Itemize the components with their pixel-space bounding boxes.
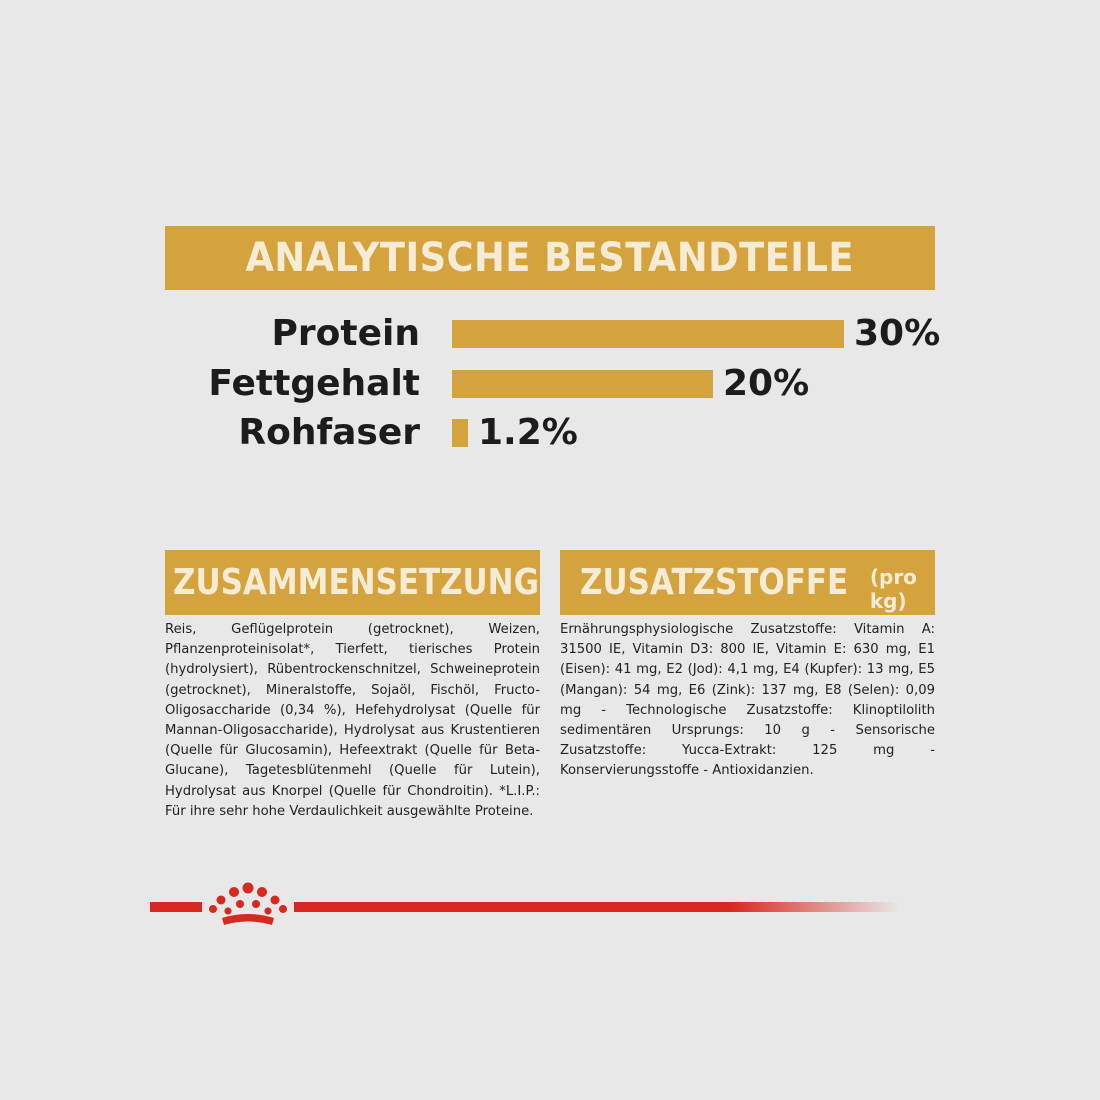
nutrient-bar xyxy=(452,370,713,398)
brand-line-left xyxy=(150,902,202,912)
composition-header xyxy=(165,550,540,615)
nutrient-row xyxy=(0,312,1100,356)
nutrient-label: Rohfaser xyxy=(238,412,420,453)
analytic-title: ANALYTISCHE BESTANDTEILE xyxy=(245,235,855,281)
composition-text: Reis, Geflügelprotein (getrocknet), Weizen, Pflanzenproteinisolat*, Tierfett, tierisches Protein (hydrolysiert), Rübentrockenschnitzel, Schweineprotein (getrocknet), Mineralstoffe, Sojaöl, Fischöl, Fructo-Oligosaccharide (0,34 %), Hefehydrolysat (Quelle für Mannan-Oligosaccharide), Hydrolysat aus Krustentieren (Quelle für Glucosamin), Hefeextrakt (Quelle für Beta-Glucane), Tagetesblütenmehl (Quelle für Lutein), Hydrolysat aus Knorpel (Quelle für Chondroitin). *L.I.P.: Für ihre sehr hohe Verdaulichkeit ausgewählte Proteine. xyxy=(165,622,540,819)
nutrient-bar xyxy=(452,419,468,447)
additives-subtitle: (pro kg) xyxy=(869,564,917,613)
nutrient-row xyxy=(0,362,1100,406)
nutrient-label: Fettgehalt xyxy=(208,363,420,404)
nutrient-row xyxy=(0,411,1100,455)
composition-title: ZUSAMMENSETZUNG xyxy=(173,562,540,603)
crown-icon xyxy=(204,880,292,928)
additives-text: Ernährungsphysiologische Zusatzstoffe: Vitamin A: 31500 IE, Vitamin D3: 800 IE, Vitamin E: 630 mg, E1 (Eisen): 41 mg, E2 (Jod): 4,1 mg, E4 (Kupfer): 13 mg, E5 (Mangan): 54 mg, E6 (Zink): 137 mg, E8 (Selen): 0,09 mg - Technologische Zusatzstoffe: Klinoptilolith sedimentären Ursprungs: 10 g - Sensorische Zusatzstoffe: Yucca-Extrakt: 125 mg - Konservierungsstoffe - Antioxidanzien. xyxy=(560,622,935,779)
additives-title: ZUSATZSTOFFE xyxy=(580,562,849,603)
additives-section xyxy=(560,550,935,782)
nutrient-bar xyxy=(452,320,844,348)
composition-section xyxy=(165,550,540,822)
nutrient-value: 20% xyxy=(723,363,810,404)
nutrient-label: Protein xyxy=(271,313,420,354)
nutrient-value: 1.2% xyxy=(478,412,578,453)
additives-header xyxy=(560,550,935,615)
analytic-banner xyxy=(165,226,935,290)
nutrient-value: 30% xyxy=(854,313,941,354)
brand-line-right xyxy=(294,902,900,912)
